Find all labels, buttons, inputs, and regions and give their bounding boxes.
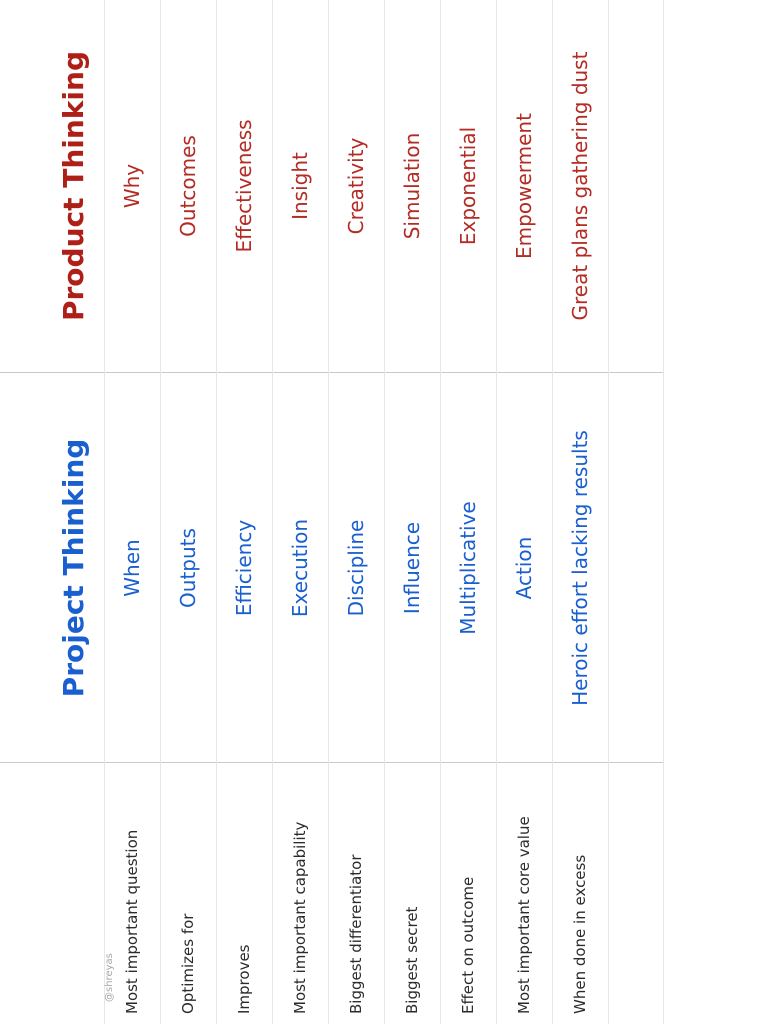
row-divider	[216, 0, 217, 1024]
project-cell: Outputs	[176, 528, 200, 608]
product-cell: Why	[120, 163, 144, 209]
product-cell: Exponential	[456, 126, 480, 246]
header-project-thinking: Project Thinking	[57, 438, 90, 698]
column-divider	[0, 762, 663, 763]
project-cell: Multiplicative	[456, 501, 480, 635]
row-divider	[384, 0, 385, 1024]
column-divider	[0, 372, 663, 373]
row-label: Optimizes for	[179, 913, 197, 1014]
product-cell: Effectiveness	[232, 119, 256, 253]
header-product-thinking: Product Thinking	[57, 50, 90, 322]
row-divider	[272, 0, 273, 1024]
row-divider	[440, 0, 441, 1024]
project-cell: Execution	[288, 518, 312, 618]
row-label: When done in excess	[571, 854, 589, 1014]
row-label: Effect on outcome	[459, 876, 477, 1014]
product-cell: Simulation	[400, 132, 424, 240]
project-cell: When	[120, 539, 144, 597]
product-cell: Insight	[288, 152, 312, 220]
product-cell: Creativity	[344, 137, 368, 235]
row-label: Biggest differentiator	[347, 854, 365, 1014]
product-cell: Great plans gathering dust	[568, 51, 592, 321]
row-label: Biggest secret	[403, 906, 421, 1014]
product-cell: Outcomes	[176, 135, 200, 237]
row-label: Improves	[235, 944, 253, 1014]
row-label: Most important question	[123, 829, 141, 1014]
row-divider	[160, 0, 161, 1024]
author-credit: @shreyas	[104, 953, 115, 1002]
row-label: Most important core value	[515, 816, 533, 1014]
project-cell: Heroic effort lacking results	[568, 430, 592, 706]
row-divider	[496, 0, 497, 1024]
product-cell: Empowerment	[512, 113, 536, 259]
project-cell: Efficiency	[232, 519, 256, 617]
row-divider	[328, 0, 329, 1024]
row-divider	[663, 0, 664, 1024]
project-cell: Discipline	[344, 519, 368, 617]
row-divider	[608, 0, 609, 1024]
row-label: Most important capability	[291, 821, 309, 1014]
row-divider	[552, 0, 553, 1024]
project-cell: Influence	[400, 521, 424, 615]
project-cell: Action	[512, 536, 536, 600]
